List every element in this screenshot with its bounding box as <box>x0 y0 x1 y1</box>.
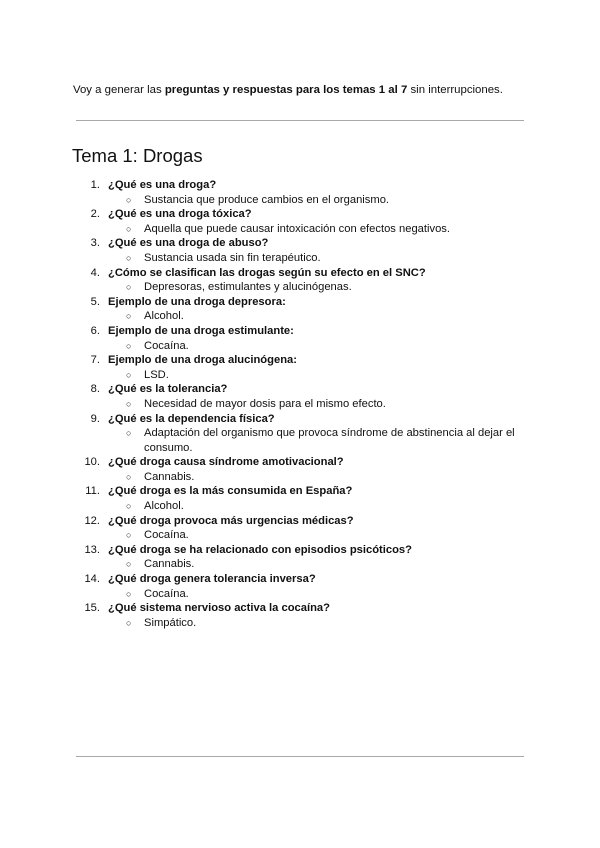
hollow-circle-bullet-icon: ○ <box>126 311 132 322</box>
intro-paragraph <box>73 82 533 98</box>
answer-text: Cocaína. <box>144 529 189 542</box>
question-row <box>0 324 600 339</box>
question-text: Ejemplo de una droga estimulante: <box>108 324 294 337</box>
question-row <box>0 178 600 193</box>
answer-row <box>0 222 600 237</box>
answer-text: Cocaína. <box>144 587 189 600</box>
hollow-circle-bullet-icon: ○ <box>126 369 132 380</box>
answer-row <box>0 368 600 383</box>
question-item <box>0 514 600 543</box>
question-row <box>0 207 600 222</box>
hollow-circle-bullet-icon: ○ <box>126 471 132 482</box>
question-item <box>0 236 600 265</box>
question-row <box>0 572 600 587</box>
question-number: 8. <box>90 383 100 396</box>
question-row <box>0 484 600 499</box>
question-row <box>0 236 600 251</box>
question-text: ¿Qué droga provoca más urgencias médicas? <box>108 514 354 527</box>
question-text: Ejemplo de una droga alucinógena: <box>108 354 297 367</box>
question-text: ¿Qué droga causa síndrome amotivacional? <box>108 456 344 469</box>
question-row <box>0 412 600 427</box>
answer-row <box>0 193 600 208</box>
hollow-circle-bullet-icon: ○ <box>126 223 132 234</box>
answer-text: Depresoras, estimulantes y alucinógenas. <box>144 281 352 294</box>
answer-text: Aquella que puede causar intoxicación con efectos negativos. <box>144 222 450 235</box>
answer-row <box>0 426 600 455</box>
answer-row <box>0 499 600 514</box>
question-text: ¿Qué es una droga de abuso? <box>108 237 269 250</box>
question-item <box>0 382 600 411</box>
question-item <box>0 412 600 456</box>
question-text: Ejemplo de una droga depresora: <box>108 295 286 308</box>
answer-row <box>0 280 600 295</box>
hollow-circle-bullet-icon: ○ <box>126 530 132 541</box>
answer-row <box>0 528 600 543</box>
question-number: 14. <box>84 573 100 586</box>
intro-suffix: sin interrupciones. <box>407 84 503 96</box>
question-text: ¿Qué droga es la más consumida en España? <box>108 485 353 498</box>
answer-row <box>0 557 600 572</box>
question-list <box>0 178 600 630</box>
intro-bold: preguntas y respuestas para los temas 1 al 7 <box>164 84 408 96</box>
question-row <box>0 295 600 310</box>
answer-text: Sustancia usada sin fin terapéutico. <box>144 251 321 264</box>
hollow-circle-bullet-icon: ○ <box>126 282 132 293</box>
hollow-circle-bullet-icon: ○ <box>126 398 132 409</box>
question-text: ¿Cómo se clasifican las drogas según su efecto en el SNC? <box>108 266 426 279</box>
answer-row <box>0 251 600 266</box>
answer-row <box>0 339 600 354</box>
answer-text: Adaptación del organismo que provoca síndrome de abstinencia al dejar el consumo. <box>144 427 515 454</box>
question-row <box>0 455 600 470</box>
question-number: 4. <box>90 266 100 279</box>
question-number: 1. <box>90 179 100 191</box>
answer-text: Sustancia que produce cambios en el organismo. <box>144 193 390 206</box>
question-text: ¿Qué droga se ha relacionado con episodios psicóticos? <box>108 543 412 556</box>
question-text: ¿Qué es una droga tóxica? <box>108 208 252 221</box>
question-item <box>0 324 600 353</box>
intro-prefix: Voy a generar las <box>73 84 165 96</box>
answer-row <box>0 309 600 324</box>
hollow-circle-bullet-icon: ○ <box>126 194 132 205</box>
question-item <box>0 207 600 236</box>
hollow-circle-bullet-icon: ○ <box>126 617 132 628</box>
answer-text: Cannabis. <box>144 470 195 483</box>
question-text: ¿Qué es una droga? <box>108 179 217 191</box>
question-row <box>0 601 600 616</box>
question-number: 15. <box>84 602 100 615</box>
question-item <box>0 295 600 324</box>
answer-text: Simpático. <box>144 616 197 629</box>
question-number: 7. <box>90 354 100 367</box>
question-item <box>0 543 600 572</box>
question-item <box>0 353 600 382</box>
hollow-circle-bullet-icon: ○ <box>126 252 132 263</box>
question-text: ¿Qué droga genera tolerancia inversa? <box>108 573 316 586</box>
question-number: 12. <box>84 514 100 527</box>
question-item <box>0 178 600 207</box>
bottom-divider <box>76 756 524 757</box>
hollow-circle-bullet-icon: ○ <box>126 588 132 599</box>
answer-text: Necesidad de mayor dosis para el mismo efecto. <box>144 397 386 410</box>
question-row <box>0 382 600 397</box>
answer-text: LSD. <box>144 368 169 381</box>
question-text: ¿Qué es la dependencia física? <box>108 412 275 425</box>
question-text: ¿Qué sistema nervioso activa la cocaína? <box>108 602 330 615</box>
hollow-circle-bullet-icon: ○ <box>126 559 132 570</box>
answer-row <box>0 470 600 485</box>
question-row <box>0 514 600 529</box>
question-item <box>0 601 600 630</box>
question-row <box>0 353 600 368</box>
answer-row <box>0 397 600 412</box>
question-number: 11. <box>85 485 100 498</box>
hollow-circle-bullet-icon: ○ <box>126 428 132 439</box>
question-number: 6. <box>90 324 100 337</box>
question-number: 2. <box>90 208 100 221</box>
question-row <box>0 266 600 281</box>
question-item <box>0 266 600 295</box>
hollow-circle-bullet-icon: ○ <box>126 340 132 351</box>
question-item <box>0 572 600 601</box>
hollow-circle-bullet-icon: ○ <box>126 501 132 512</box>
question-number: 9. <box>90 412 100 425</box>
answer-text: Alcohol. <box>144 500 184 513</box>
question-item <box>0 484 600 513</box>
question-row <box>0 543 600 558</box>
top-divider <box>76 120 524 121</box>
question-number: 3. <box>90 237 100 250</box>
answer-text: Cocaína. <box>144 339 189 352</box>
question-text: ¿Qué es la tolerancia? <box>108 383 228 396</box>
section-title: Tema 1: Drogas <box>72 145 203 166</box>
question-number: 13. <box>84 543 100 556</box>
answer-text: Alcohol. <box>144 310 184 323</box>
question-number: 5. <box>90 295 100 308</box>
question-item <box>0 455 600 484</box>
question-number: 10. <box>84 456 100 469</box>
answer-text: Cannabis. <box>144 558 195 571</box>
answer-row <box>0 616 600 631</box>
answer-row <box>0 587 600 602</box>
